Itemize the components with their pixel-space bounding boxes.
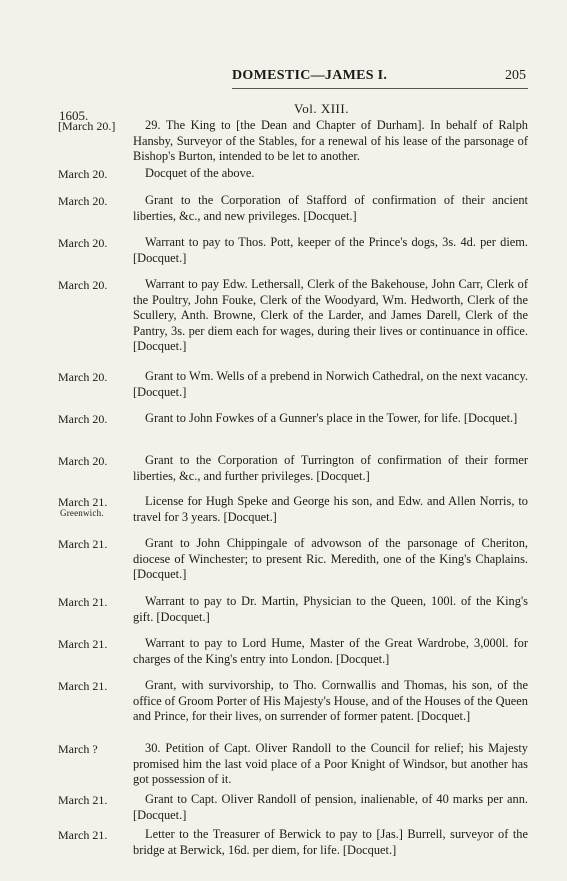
entry-date: [March 20.]: [58, 119, 116, 133]
entry-date: March 20.: [58, 278, 108, 292]
entry-text: Warrant to pay to Thos. Pott, keeper of the Prince's dogs, 3s. 4d. per diem. [Docquet.]: [133, 235, 528, 265]
entry-text: Docquet of the above.: [145, 166, 255, 180]
entry-text: Grant, with survivorship, to Tho. Cornwallis and Thomas, his son, of the office of Groom Porter of His Majesty's House, and of the Houses of the Queen and Prince, for their lives, on surrender of former patent. [Docquet.]: [133, 678, 528, 724]
volume-label: Vol. XIII.: [294, 101, 349, 116]
entry-date: March 21.: [58, 828, 108, 842]
entry-text: Warrant to pay to Lord Hume, Master of the Great Wardrobe, 3,000l. for charges of the King's entry into London. [Docquet.]: [133, 636, 528, 666]
entry-text: 30. Petition of Capt. Oliver Randoll to the Council for relief; his Majesty promised him the last void place of a Poor Knight of Windsor, but another has got possession of it.: [133, 741, 528, 787]
running-title: DOMESTIC—JAMES I.: [232, 68, 388, 83]
entry-date: March 21.: [58, 637, 108, 651]
entry-date: March 21.: [58, 793, 108, 807]
year-label: 1605.: [59, 108, 89, 123]
entry-date: March 20.: [58, 194, 108, 208]
entry-date: March 20.: [58, 236, 108, 250]
entry-text: Grant to the Corporation of Stafford of confirmation of their ancient liberties, &c., and new privileges. [Docquet.]: [133, 193, 528, 223]
entry-date: March 21.: [58, 537, 108, 551]
entry-date: March 21.: [58, 495, 108, 509]
entry-text: 29. The King to [the Dean and Chapter of Durham]. In behalf of Ralph Hansby, Surveyor of the Stables, for a renewal of his lease of the parsonage of Bishop's Burton, intended to be let to another.: [133, 118, 528, 164]
page-number: 205: [505, 68, 526, 83]
entry-text: Grant to Capt. Oliver Randoll of pension, inalienable, of 40 marks per ann. [Docquet.]: [133, 792, 528, 822]
entry-date: March 21.: [58, 679, 108, 693]
entry-text: Grant to Wm. Wells of a prebend in Norwich Cathedral, on the next vacancy. [Docquet.]: [133, 369, 528, 399]
entry-date: March 20.: [58, 412, 108, 426]
entry-date: March 21.: [58, 595, 108, 609]
entry-text: License for Hugh Speke and George his son, and Edw. and Allen Norris, to travel for 3 years. [Docquet.]: [133, 494, 528, 524]
entry-date: March 20.: [58, 370, 108, 384]
entry-date: March 20.: [58, 167, 108, 181]
entry-date: March ?: [58, 742, 98, 756]
entry-text: Grant to John Fowkes of a Gunner's place in the Tower, for life. [Docquet.]: [145, 411, 518, 425]
entry-text: Warrant to pay Edw. Lethersall, Clerk of the Bakehouse, John Carr, Clerk of the Poultry, John Fouke, Clerk of the Woodyard, Wm. Hedworth, Clerk of the Scullery, Anth. Browne, Clerk of the Larder, and James Darell, Clerk of the Pantry, 3s. per diem each for wages, during their lives or continuance in office. [Docquet.]: [133, 277, 528, 354]
entry-text: Letter to the Treasurer of Berwick to pay to [Jas.] Burrell, surveyor of the bridge at Berwick, 16d. per diem, for life. [Docquet.]: [133, 827, 528, 857]
header-rule: [232, 88, 528, 89]
entry-text: Warrant to pay to Dr. Martin, Physician to the Queen, 100l. of the King's gift. [Docquet.]: [133, 594, 528, 624]
entry-text: Grant to John Chippingale of advowson of the parsonage of Cheriton, diocese of Winchester; to present Ric. Meredith, one of the King's Chaplains. [Docquet.]: [133, 536, 528, 582]
entry-text: Grant to the Corporation of Turrington of confirmation of their former liberties, &c., and further privileges. [Docquet.]: [133, 453, 528, 483]
entry-date: March 20.: [58, 454, 108, 468]
entry-place: Greenwich.: [60, 508, 104, 518]
